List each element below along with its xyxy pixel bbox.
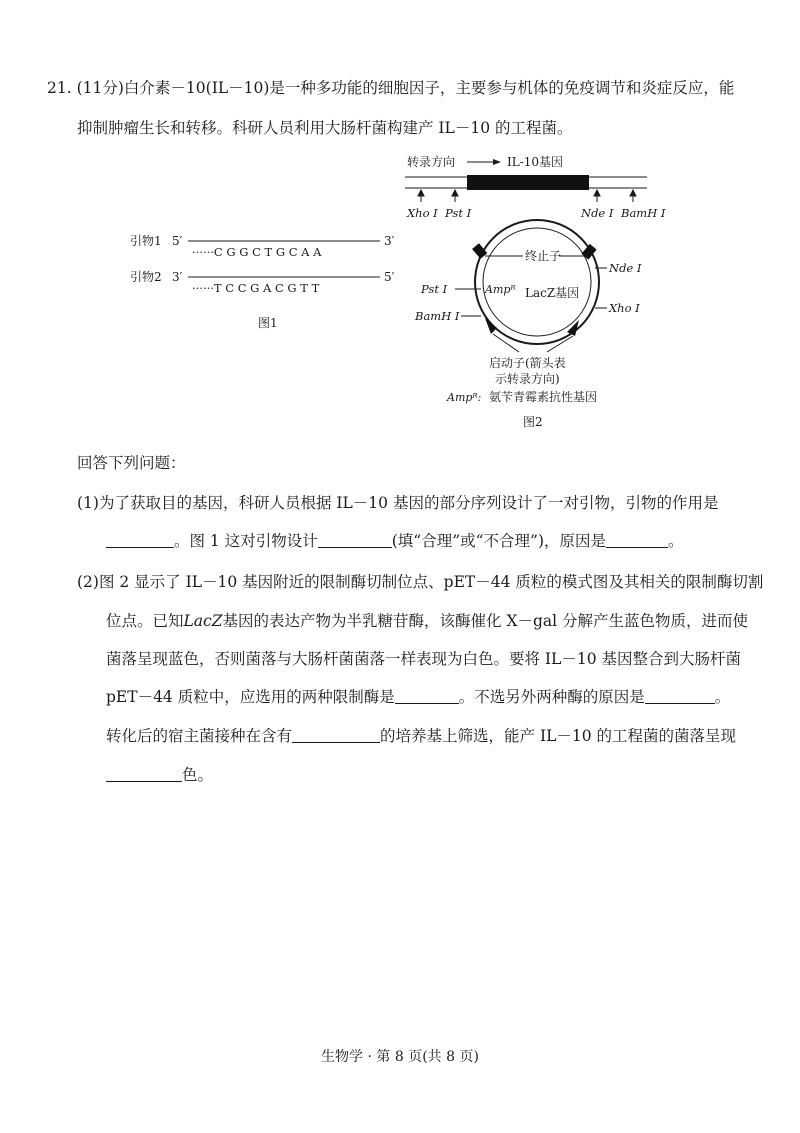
q2-text-4c: 。	[714, 688, 731, 706]
question-intro-1: 白介素－10(IL－10)是一种多功能的细胞因子，主要参与机体的免疫调节和炎症反应，能	[123, 79, 735, 97]
terminator-label: 终止子	[525, 249, 562, 263]
lacz-gene-label: LacZ基因	[525, 286, 580, 300]
q2-text-2a: 位点。已知	[106, 612, 184, 630]
q2-text-5a: 转化后的宿主菌接种在含有	[106, 727, 293, 745]
q2-lacz-italic: LacZ	[183, 612, 223, 630]
page-footer	[0, 1047, 800, 1067]
ampr-inner-label: Ampᴿ	[485, 283, 516, 296]
q2-line-5	[106, 725, 736, 747]
terminator-block-left	[472, 243, 487, 259]
plasmid-site-psti: Pst I	[421, 282, 448, 296]
q2-blank-3[interactable]	[292, 727, 380, 743]
il10-gene-block	[467, 175, 589, 190]
promoter-note-line-1: 启动子(箭头表	[489, 356, 566, 370]
primer2-left-end: 3′	[172, 270, 183, 284]
figure-1-caption: 图1	[258, 316, 278, 330]
q1-text-2a: 。图 1 这对引物设计	[174, 532, 318, 550]
il10-gene-label: IL-10基因	[507, 155, 564, 169]
q1-blank-2[interactable]	[318, 532, 392, 548]
q2-text-2b: 基因的表达产物为半乳糖苷酶，该酶催化 X－gal 分解产生蓝色物质，进而使	[222, 612, 749, 630]
plasmid-site-xhoi: Xho I	[609, 301, 640, 315]
q2-line-3	[106, 648, 741, 670]
question-points: (11分)	[76, 79, 124, 97]
plasmid-site-bamhi: BamH I	[415, 309, 460, 323]
q2-text-6a: 色。	[182, 766, 214, 784]
q2-blank-4[interactable]	[106, 766, 182, 782]
transcription-direction-label: 转录方向	[407, 155, 456, 169]
q1-line-1	[77, 492, 718, 514]
plasmid-ring-inner	[483, 228, 591, 336]
q2-text-1: (2)图 2 显示了 IL－10 基因附近的限制酶切制位点、pET－44 质粒的模式图及其相关的限制酶切割	[77, 573, 764, 591]
page-footer-text: 生物学 · 第 8 页(共 8 页)	[321, 1049, 479, 1065]
site-xhoi-top: Xho I	[407, 206, 438, 220]
figure-1-primers	[130, 225, 410, 335]
ampr-note-text: 氨苄青霉素抗性基因	[489, 390, 598, 404]
primer2-sequence: ······T C C G A C G T T	[192, 281, 320, 295]
question-intro-line-1	[47, 77, 734, 99]
q2-blank-1[interactable]	[395, 688, 459, 704]
primer1-label: 引物1	[130, 234, 162, 248]
answer-prompt-text: 回答下列问题：	[77, 454, 186, 472]
q1-blank-3[interactable]	[606, 532, 668, 548]
primer1-left-end: 5′	[172, 234, 183, 248]
promoter-leader-right	[547, 336, 573, 352]
answer-prompt	[77, 452, 186, 474]
question-number: 21.	[47, 79, 72, 97]
q2-line-2	[106, 610, 748, 632]
question-intro-line-2	[77, 117, 573, 139]
figure-2-plasmid	[395, 150, 695, 435]
primer2-right-end: 5′	[384, 270, 395, 284]
primer1-right-end: 3′	[384, 234, 395, 248]
q2-line-6	[106, 764, 213, 786]
q1-text-2b: (填“合理”或“不合理”)，原因是	[391, 532, 607, 550]
q1-text-1: (1)为了获取目的基因，科研人员根据 IL－10 基因的部分序列设计了一对引物，引物的作用是	[77, 494, 719, 512]
q1-blank-1[interactable]	[106, 532, 174, 548]
promoter-note-line-2: 示转录方向)	[495, 372, 560, 386]
figure-2-caption: 图2	[523, 415, 543, 429]
primer1-sequence: ······C G G C T G C A A	[192, 245, 322, 259]
q1-line-2	[106, 530, 684, 552]
q1-text-2c: 。	[668, 532, 684, 550]
q2-blank-2[interactable]	[645, 688, 715, 704]
question-intro-2: 抑制肿瘤生长和转移。科研人员利用大肠杆菌构建产 IL－10 的工程菌。	[77, 119, 573, 137]
q2-text-4b: 。不选另外两种酶的原因是	[458, 688, 645, 706]
q2-line-4	[106, 686, 730, 708]
site-bamhi-top: BamH I	[621, 206, 666, 220]
q2-text-3: 菌落呈现蓝色，否则菌落与大肠杆菌菌落一样表现为白色。要将 IL－10 基因整合到大肠杆菌	[106, 650, 741, 668]
plasmid-site-ndei: Nde I	[609, 261, 642, 275]
q2-line-1	[77, 571, 763, 593]
ampr-note-prefix: Ampᴿ:	[447, 391, 482, 404]
site-ndei-top: Nde I	[581, 206, 614, 220]
primer2-label: 引物2	[130, 270, 162, 284]
promoter-arrow-left	[485, 318, 497, 334]
q2-text-4a: pET－44 质粒中，应选用的两种限制酶是	[106, 688, 395, 706]
q2-text-5b: 的培养基上筛选，能产 IL－10 的工程菌的菌落呈现	[380, 727, 737, 745]
restriction-site-arrows	[418, 190, 636, 202]
site-psti-top: Pst I	[445, 206, 472, 220]
